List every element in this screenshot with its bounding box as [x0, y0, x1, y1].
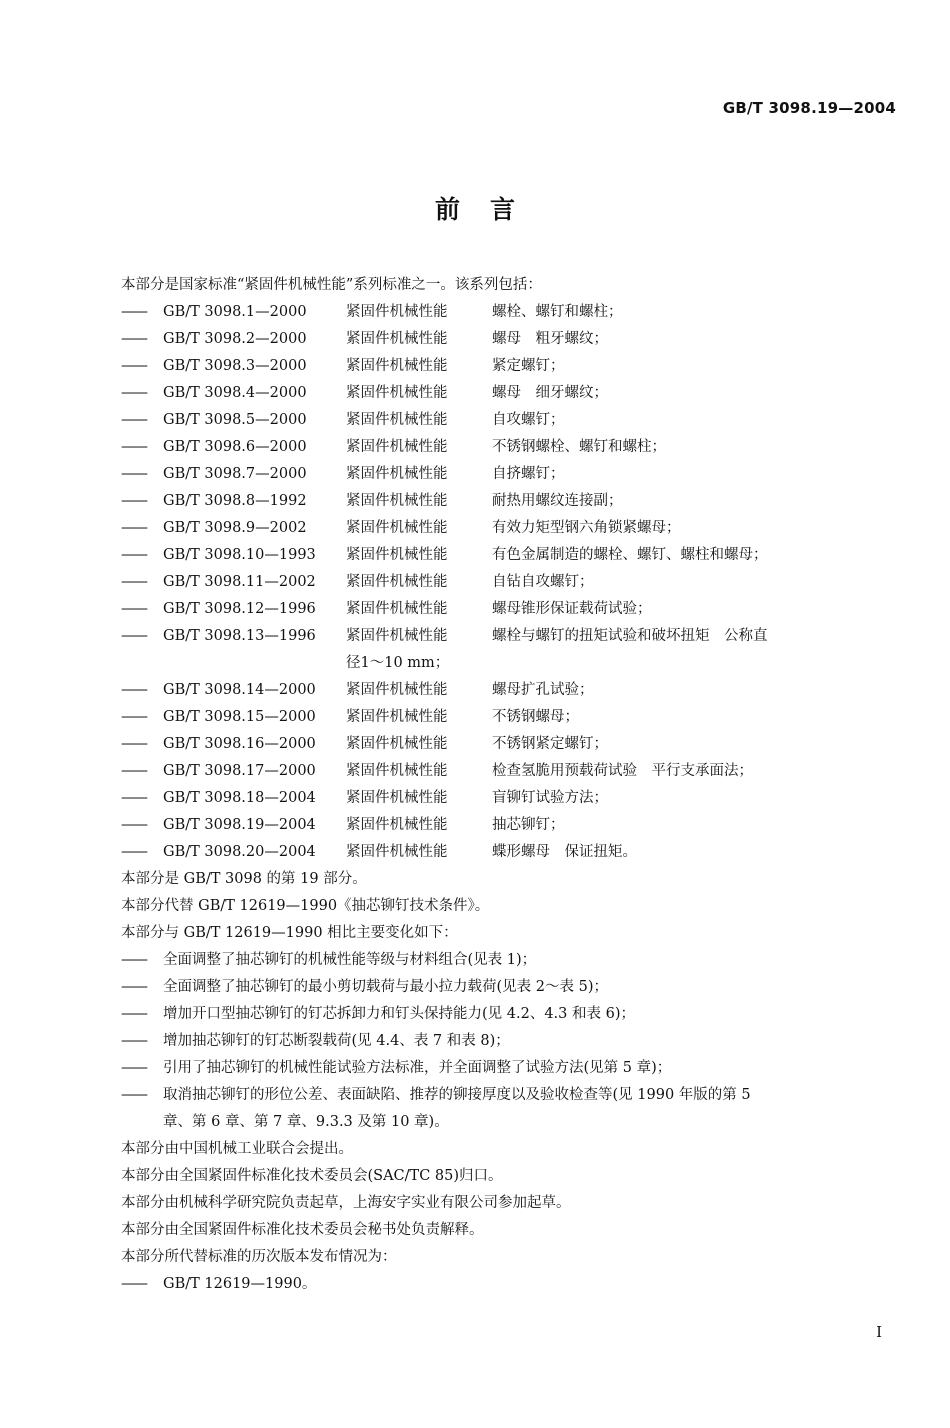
dash-marker: —— [121, 358, 146, 374]
dash-marker: —— [121, 1060, 146, 1076]
standard-code: GB/T 3098.11—2002 [163, 574, 316, 590]
dash-marker: —— [121, 790, 146, 806]
series-item [121, 812, 901, 839]
part-statement: 本部分是 GB/T 3098 的第 19 部分。 [121, 871, 367, 887]
standard-subject: 自攻螺钉； [492, 412, 565, 428]
dash-marker: —— [121, 385, 146, 401]
series-item [121, 731, 901, 758]
standard-subject: 自挤螺钉； [492, 466, 565, 482]
dash-marker: —— [121, 763, 146, 779]
standard-number: GB/T 3098.19—2004 [722, 99, 896, 117]
standard-subject: 耐热用螺纹连接副； [492, 493, 623, 509]
standard-subject: 盲铆钉试验方法； [492, 790, 608, 806]
standard-code: GB/T 3098.19—2004 [163, 817, 316, 833]
standard-subject: 有效力矩型钢六角锁紧螺母； [492, 520, 681, 536]
standard-category: 紧固件机械性能 [346, 574, 448, 590]
change-item [121, 1028, 901, 1055]
standard-code: GB/T 3098.6—2000 [163, 439, 307, 455]
changes-intro: 本部分与 GB/T 12619—1990 相比主要变化如下： [121, 925, 458, 941]
dash-marker: —— [121, 520, 146, 536]
standard-category: 紧固件机械性能 [346, 304, 448, 320]
dash-marker: —— [121, 952, 146, 968]
closing-paragraph: 本部分由中国机械工业联合会提出。 [121, 1141, 353, 1157]
standard-category: 紧固件机械性能 [346, 601, 448, 617]
standard-category: 紧固件机械性能 [346, 439, 448, 455]
standard-category: 紧固件机械性能 [346, 628, 448, 644]
series-item [121, 488, 901, 515]
standard-code: GB/T 3098.12—1996 [163, 601, 316, 617]
page-number: I [876, 1323, 882, 1341]
dash-marker: —— [121, 709, 146, 725]
dash-marker: —— [121, 736, 146, 752]
series-item [121, 461, 901, 488]
standard-code: GB/T 3098.20—2004 [163, 844, 316, 860]
foreword-body [121, 272, 901, 1298]
change-item [121, 1082, 901, 1109]
series-item [121, 542, 901, 569]
change-text: 增加开口型抽芯铆钉的钉芯拆卸力和钉头保持能力(见 4.2、4.3 和表 6)； [163, 1006, 635, 1022]
series-item [121, 407, 901, 434]
standard-code: GB/T 3098.4—2000 [163, 385, 307, 401]
standard-subject: 抽芯铆钉； [492, 817, 565, 833]
dash-marker: —— [121, 439, 146, 455]
closing-paragraph: 本部分所代替标准的历次版本发布情况为： [121, 1249, 397, 1265]
replaces-statement: 本部分代替 GB/T 12619—1990《抽芯铆钉技术条件》。 [121, 898, 490, 914]
standard-code: GB/T 3098.1—2000 [163, 304, 307, 320]
dash-marker: —— [121, 547, 146, 563]
standard-category: 紧固件机械性能 [346, 520, 448, 536]
change-item [121, 974, 901, 1001]
standard-subject: 螺母 细牙螺纹； [492, 385, 608, 401]
change-text: 全面调整了抽芯铆钉的最小剪切载荷与最小拉力载荷(见表 2～表 5)； [163, 979, 608, 995]
standard-subject: 不锈钢紧定螺钉； [492, 736, 608, 752]
series-item [121, 299, 901, 326]
series-item [121, 785, 901, 812]
standard-code: GB/T 3098.8—1992 [163, 493, 307, 509]
closing-paragraph: 本部分由全国紧固件标准化技术委员会(SAC/TC 85)归口。 [121, 1168, 503, 1184]
series-item [121, 758, 901, 785]
standard-subject: 不锈钢螺栓、螺钉和螺柱； [492, 439, 666, 455]
standard-subject: 紧定螺钉； [492, 358, 565, 374]
dash-marker: —— [121, 1033, 146, 1049]
standard-code: GB/T 3098.2—2000 [163, 331, 307, 347]
series-item [121, 515, 901, 542]
dash-marker: —— [121, 493, 146, 509]
dash-marker: —— [121, 574, 146, 590]
series-item [121, 326, 901, 353]
standard-code: GB/T 3098.13—1996 [163, 628, 316, 644]
standard-subject: 不锈钢螺母； [492, 709, 579, 725]
series-item [121, 353, 901, 380]
series-list [121, 299, 901, 866]
dash-marker: —— [121, 466, 146, 482]
history-item [121, 1271, 901, 1298]
standard-category: 紧固件机械性能 [346, 817, 448, 833]
dash-marker: —— [121, 1276, 146, 1292]
standard-category: 紧固件机械性能 [346, 412, 448, 428]
series-item [121, 839, 901, 866]
standard-subject: 螺栓与螺钉的扭矩试验和破坏扭矩 公称直 [492, 628, 768, 644]
dash-marker: —— [121, 682, 146, 698]
closing-paragraphs [121, 1136, 901, 1271]
dash-marker: —— [121, 412, 146, 428]
change-text: 引用了抽芯铆钉的机械性能试验方法标准，并全面调整了试验方法(见第 5 章)； [163, 1060, 672, 1076]
change-item-continuation: 章、第 6 章、第 7 章、9.3.3 及第 10 章)。 [163, 1114, 449, 1130]
change-text: 取消抽芯铆钉的形位公差、表面缺陷、推荐的铆接厚度以及验收检查等(见 1990 年版的第 5 [163, 1087, 751, 1103]
standard-code: GB/T 3098.16—2000 [163, 736, 316, 752]
change-text: 增加抽芯铆钉的钉芯断裂载荷(见 4.4、表 7 和表 8)； [163, 1033, 510, 1049]
changes-list [121, 947, 901, 1136]
change-item [121, 947, 901, 974]
series-item [121, 596, 901, 623]
standard-category: 紧固件机械性能 [346, 331, 448, 347]
standard-subject: 自钻自攻螺钉； [492, 574, 594, 590]
dash-marker: —— [121, 817, 146, 833]
standard-category: 紧固件机械性能 [346, 763, 448, 779]
series-item-continuation: 径1～10 mm； [346, 655, 450, 671]
standard-code: GB/T 3098.18—2004 [163, 790, 316, 806]
series-item [121, 569, 901, 596]
standard-code: GB/T 3098.9—2002 [163, 520, 307, 536]
standard-subject: 螺母 粗牙螺纹； [492, 331, 608, 347]
standard-subject: 螺栓、螺钉和螺柱； [492, 304, 623, 320]
standard-code: GB/T 3098.7—2000 [163, 466, 307, 482]
standard-category: 紧固件机械性能 [346, 358, 448, 374]
standard-category: 紧固件机械性能 [346, 466, 448, 482]
dash-marker: —— [121, 331, 146, 347]
series-item [121, 677, 901, 704]
dash-marker: —— [121, 979, 146, 995]
dash-marker: —— [121, 601, 146, 617]
standard-code: GB/T 3098.10—1993 [163, 547, 316, 563]
standard-code: GB/T 3098.15—2000 [163, 709, 316, 725]
standard-code: GB/T 3098.14—2000 [163, 682, 316, 698]
intro-paragraph: 本部分是国家标准“紧固件机械性能”系列标准之一。该系列包括： [121, 277, 542, 293]
closing-paragraph: 本部分由全国紧固件标准化技术委员会秘书处负责解释。 [121, 1222, 484, 1238]
standard-subject: 有色金属制造的螺栓、螺钉、螺柱和螺母； [492, 547, 768, 563]
series-item [121, 704, 901, 731]
standard-category: 紧固件机械性能 [346, 736, 448, 752]
dash-marker: —— [121, 304, 146, 320]
dash-marker: —— [121, 844, 146, 860]
closing-paragraph: 本部分由机械科学研究院负责起草，上海安字实业有限公司参加起草。 [121, 1195, 571, 1211]
standard-category: 紧固件机械性能 [346, 493, 448, 509]
standard-subject: 螺母扩孔试验； [492, 682, 594, 698]
standard-category: 紧固件机械性能 [346, 709, 448, 725]
standard-code: GB/T 3098.3—2000 [163, 358, 307, 374]
change-text: 全面调整了抽芯铆钉的机械性能等级与材料组合(见表 1)； [163, 952, 537, 968]
history-list [121, 1271, 901, 1298]
series-item [121, 380, 901, 407]
standard-code: GB/T 3098.5—2000 [163, 412, 307, 428]
standard-subject: 蝶形螺母 保证扭矩。 [492, 844, 637, 860]
standard-category: 紧固件机械性能 [346, 844, 448, 860]
standard-category: 紧固件机械性能 [346, 790, 448, 806]
dash-marker: —— [121, 1006, 146, 1022]
page-title: 前言 [434, 195, 545, 224]
series-item [121, 434, 901, 461]
standard-category: 紧固件机械性能 [346, 385, 448, 401]
standard-code: GB/T 3098.17—2000 [163, 763, 316, 779]
change-item [121, 1055, 901, 1082]
standard-subject: 检查氢脆用预载荷试验 平行支承面法； [492, 763, 753, 779]
standard-category: 紧固件机械性能 [346, 547, 448, 563]
history-text: GB/T 12619—1990。 [163, 1276, 317, 1292]
change-item [121, 1001, 901, 1028]
dash-marker: —— [121, 628, 146, 644]
standard-category: 紧固件机械性能 [346, 682, 448, 698]
standard-subject: 螺母锥形保证载荷试验； [492, 601, 652, 617]
series-item [121, 623, 901, 650]
dash-marker: —— [121, 1087, 146, 1103]
